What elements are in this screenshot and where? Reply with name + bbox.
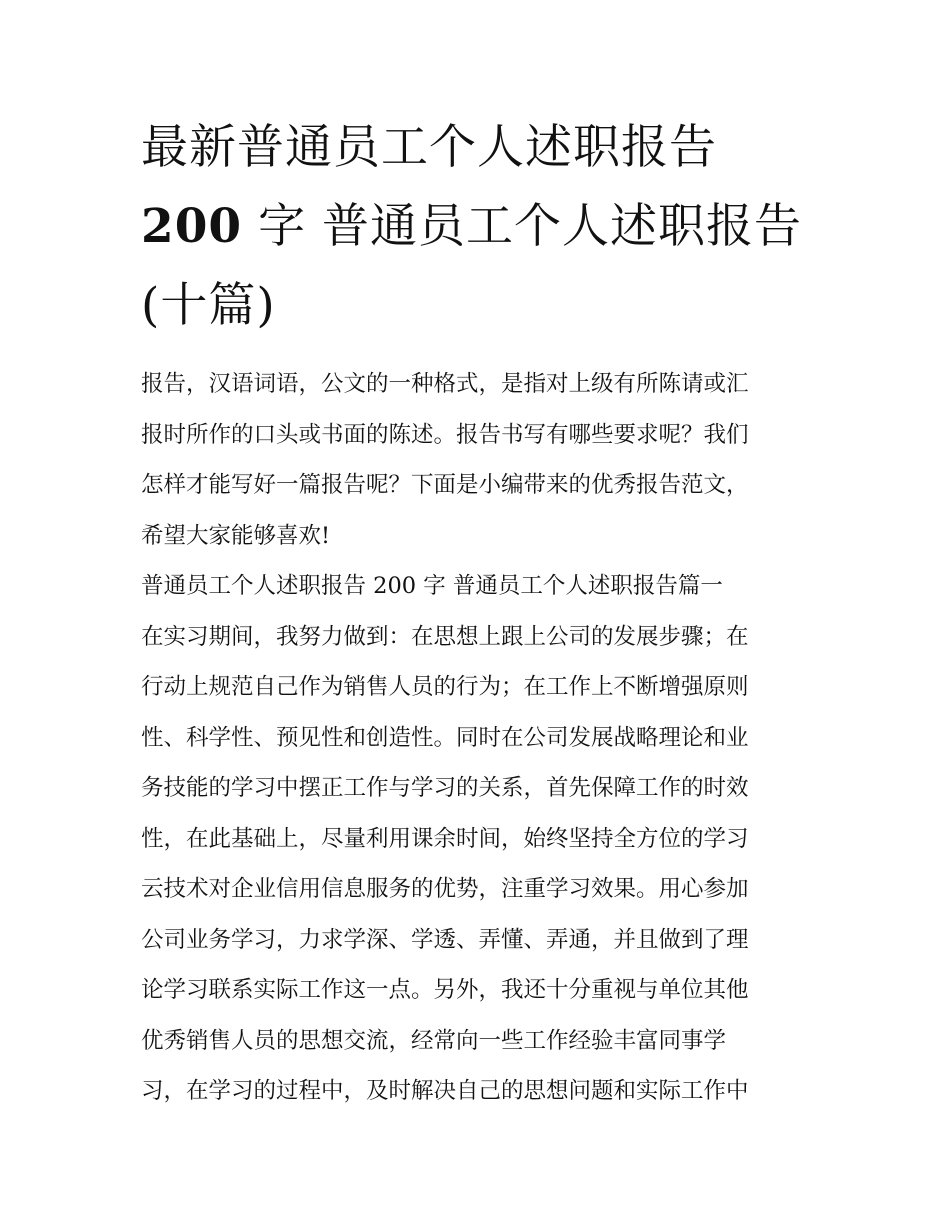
body-line: 云技术对企业信用信息服务的优势，注重学习效果。用心参加	[141, 876, 749, 902]
title-line-2-text: 字 普通员工个人述职报告	[258, 199, 803, 254]
intro-line: 报时所作的口头或书面的陈述。报告书写有哪些要求呢？我们	[141, 421, 749, 448]
body-line: 公司业务学习，力求学深、学透、弄懂、弄通，并且做到了理	[141, 926, 749, 953]
body-line: 务技能的学习中摆正工作与学习的关系，首先保障工作的时效	[141, 775, 749, 801]
body-line: 性，在此基础上，尽量利用课余时间，始终坚持全方位的学习	[141, 825, 749, 852]
body-line: 性、科学性、预见性和创造性。同时在公司发展战略理论和业	[141, 724, 749, 751]
title-line-2	[141, 187, 817, 266]
intro-paragraph	[141, 359, 817, 561]
body-line: 优秀销售人员的思想交流，经常向一些工作经验丰富同事学	[141, 1027, 727, 1054]
intro-line: 怎样才能写好一篇报告呢？下面是小编带来的优秀报告范文，	[141, 472, 749, 498]
body-line: 习，在学习的过程中，及时解决自己的思想问题和实际工作中	[141, 1078, 749, 1104]
body-paragraph	[141, 612, 817, 1117]
title-line-1: 最新普通员工个人述职报告	[141, 120, 717, 175]
body-line: 行动上规范自己作为销售人员的行为；在工作上不断增强原则	[141, 674, 749, 700]
document-title	[141, 108, 817, 345]
title-line-3: (十篇)	[141, 278, 276, 333]
body-line: 在实习期间，我努力做到：在思想上跟上公司的发展步骤；在	[141, 623, 749, 650]
intro-line: 希望大家能够喜欢!	[141, 522, 331, 549]
document-page	[141, 108, 817, 1117]
intro-line: 报告，汉语词语，公文的一种格式，是指对上级有所陈请或汇	[141, 371, 749, 397]
title-number: 200	[141, 199, 243, 254]
section-heading: 普通员工个人述职报告 200 字 普通员工个人述职报告篇一	[141, 573, 723, 599]
body-line: 论学习联系实际工作这一点。另外，我还十分重视与单位其他	[141, 977, 749, 1003]
